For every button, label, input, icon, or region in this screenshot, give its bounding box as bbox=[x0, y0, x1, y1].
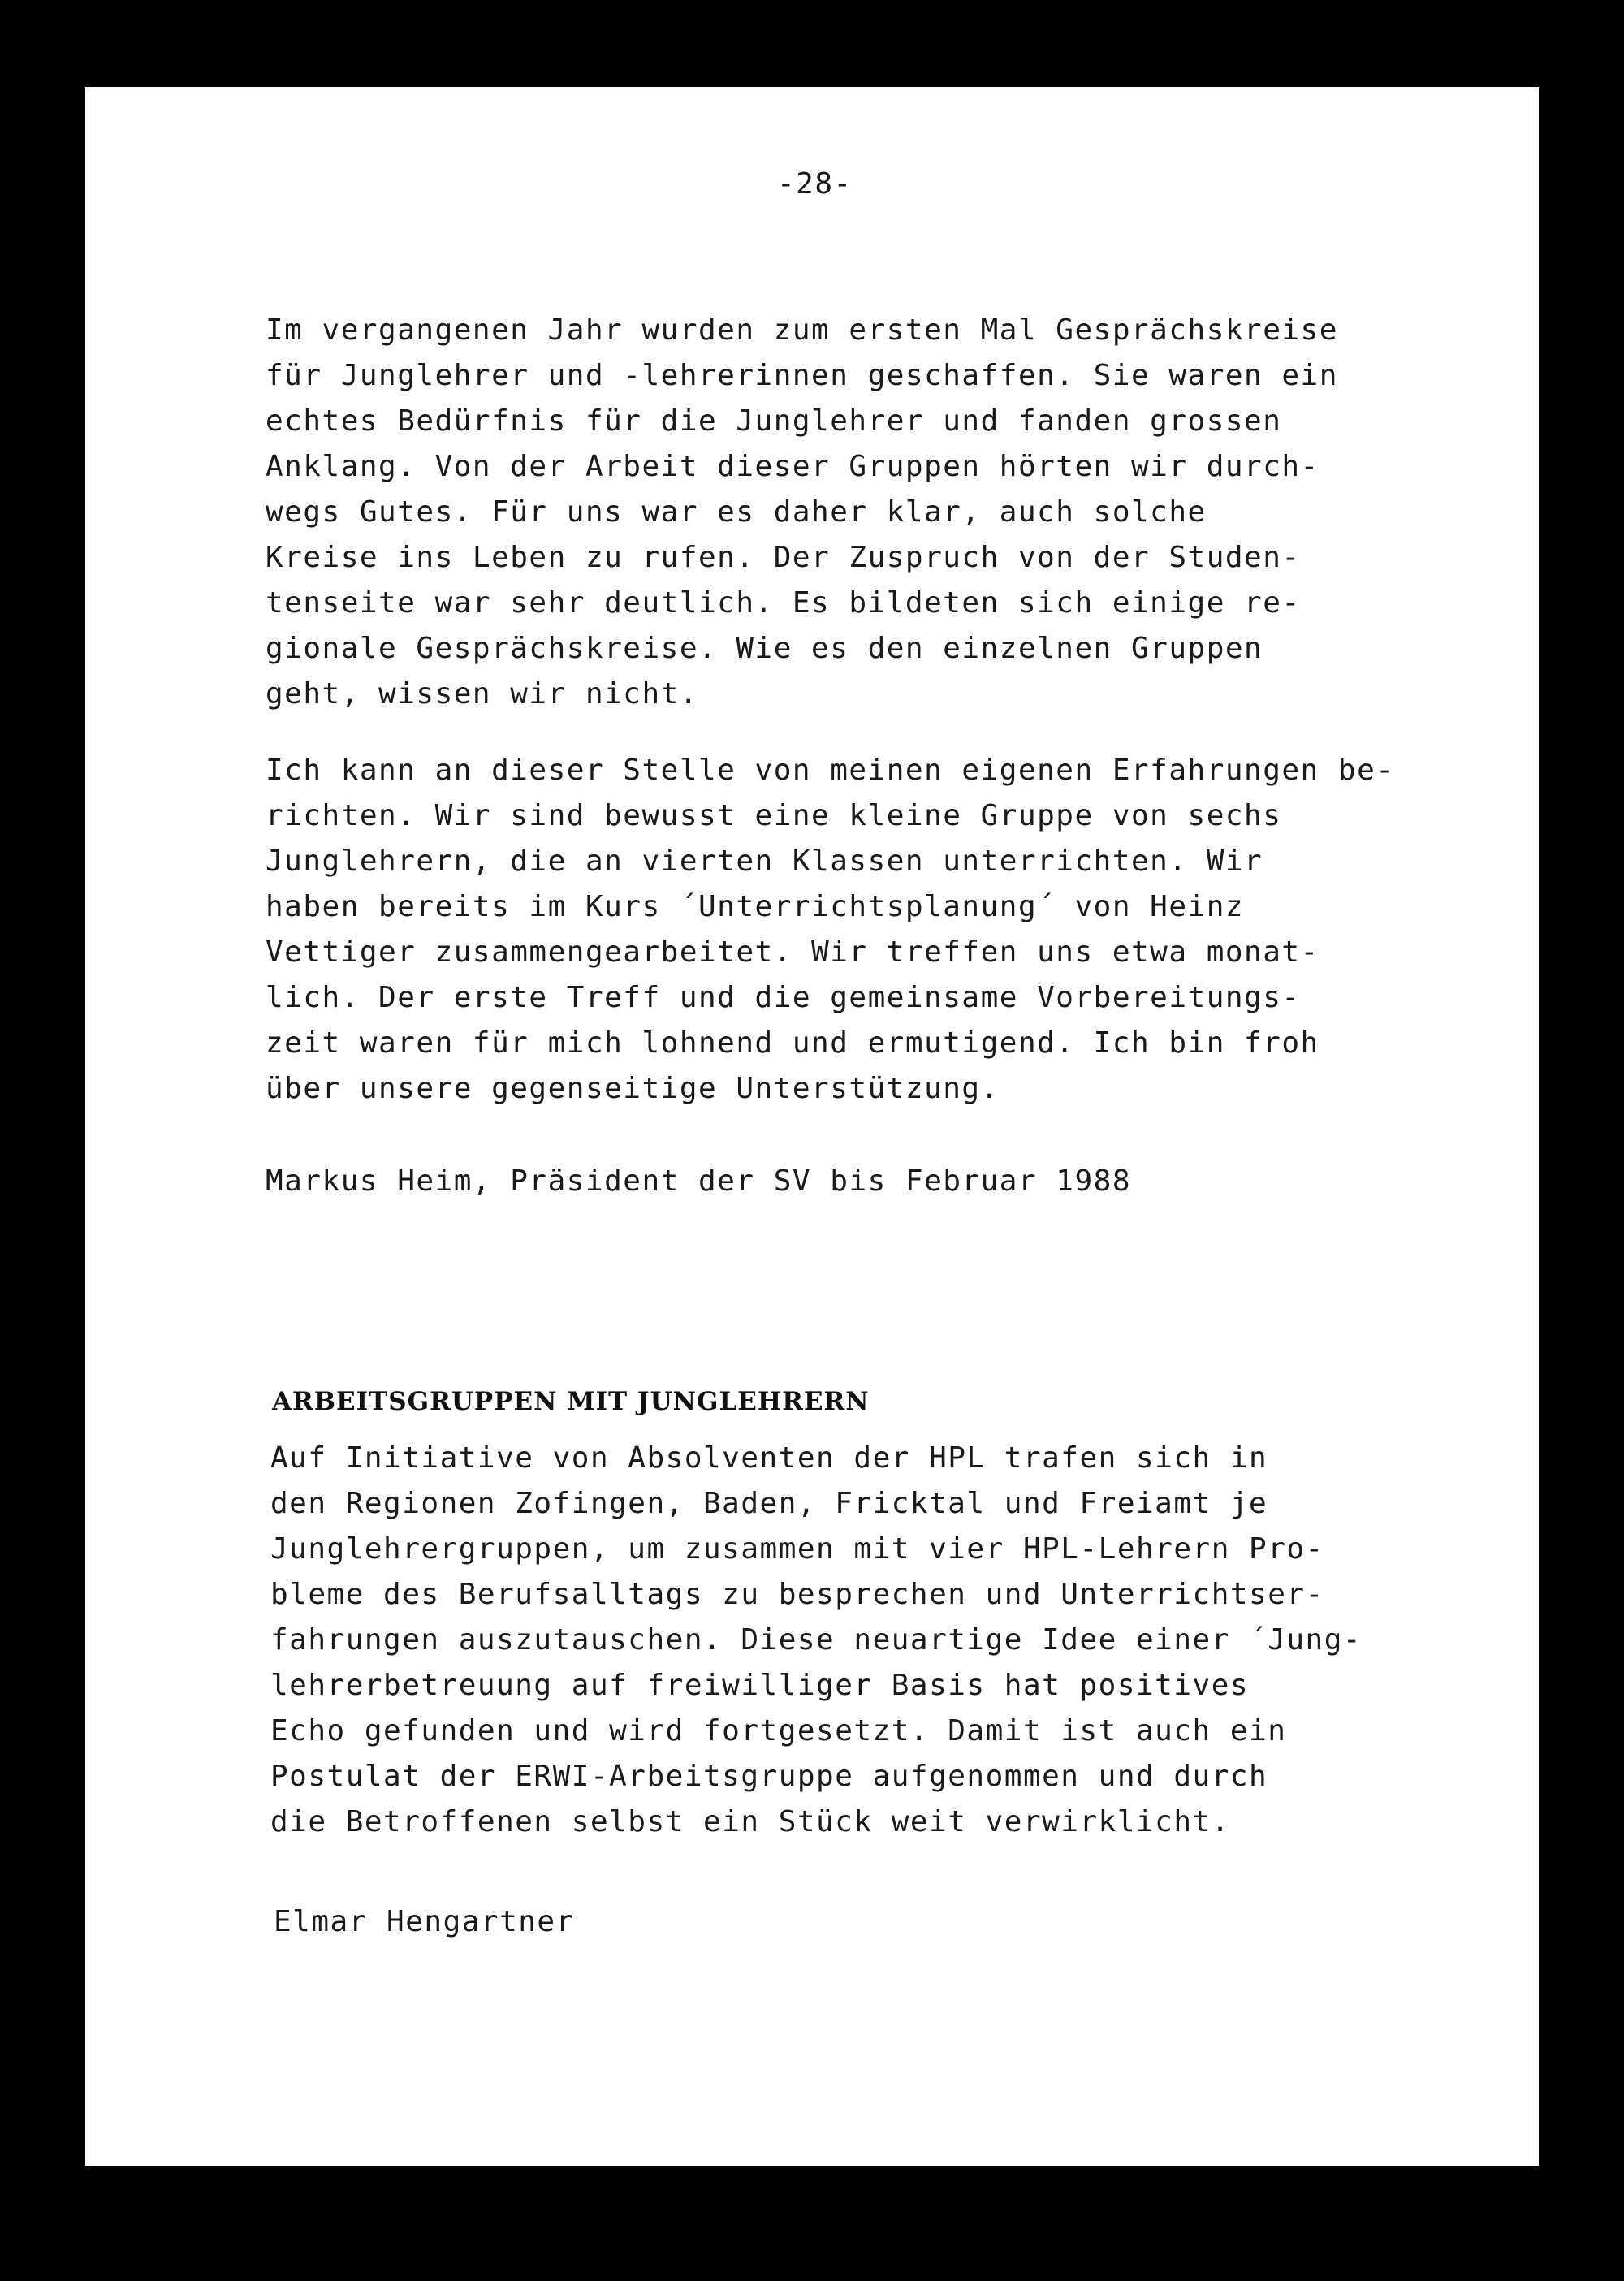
author-signature: Markus Heim, Präsident der SV bis Februar 1988 bbox=[266, 1164, 1131, 1198]
text-line: tenseite war sehr deutlich. Es bildeten sich einige re- bbox=[266, 586, 1301, 620]
text-line: Ich kann an dieser Stelle von meinen eigenen Erfahrungen be- bbox=[266, 754, 1395, 787]
text-line: Kreise ins Leben zu rufen. Der Zuspruch von der Studen- bbox=[266, 541, 1301, 574]
text-line: Vettiger zusammengearbeitet. Wir treffen uns etwa monat- bbox=[266, 935, 1320, 969]
text-line: gionale Gesprächskreise. Wie es den einzelnen Gruppen bbox=[266, 632, 1263, 665]
text-line: haben bereits im Kurs ´Unterrichtsplanung´ von Heinz bbox=[266, 890, 1245, 923]
text-line: den Regionen Zofingen, Baden, Fricktal und Freiamt je bbox=[270, 1487, 1268, 1520]
text-line: Im vergangenen Jahr wurden zum ersten Mal Gesprächskreise bbox=[266, 313, 1338, 347]
text-line: zeit waren für mich lohnend und ermutigend. Ich bin froh bbox=[266, 1026, 1320, 1060]
text-line: Auf Initiative von Absolventen der HPL trafen sich in bbox=[270, 1441, 1268, 1475]
text-line: fahrungen auszutauschen. Diese neuartige Idee einer ´Jung- bbox=[270, 1623, 1363, 1657]
text-line: lich. Der erste Treff und die gemeinsame Vorbereitungs- bbox=[266, 981, 1301, 1014]
text-line: Junglehrergruppen, um zusammen mit vier HPL-Lehrern Pro- bbox=[270, 1532, 1324, 1566]
text-line: Postulat der ERWI-Arbeitsgruppe aufgenommen und durch bbox=[270, 1760, 1268, 1793]
text-line: Junglehrern, die an vierten Klassen unterrichten. Wir bbox=[266, 845, 1263, 878]
text-line: über unsere gegenseitige Unterstützung. bbox=[266, 1072, 1000, 1105]
author-signature: Elmar Hengartner bbox=[274, 1905, 575, 1938]
text-line: wegs Gutes. Für uns war es daher klar, auch solche bbox=[266, 495, 1207, 529]
page-number: -28- bbox=[777, 167, 853, 201]
text-line: lehrerbetreuung auf freiwilliger Basis hat positives bbox=[270, 1669, 1250, 1702]
text-line: richten. Wir sind bewusst eine kleine Gruppe von sechs bbox=[266, 799, 1282, 832]
text-line: bleme des Berufsalltags zu besprechen und Unterrichtser- bbox=[270, 1578, 1324, 1611]
text-line: echtes Bedürfnis für die Junglehrer und fanden grossen bbox=[266, 404, 1282, 438]
text-line: Echo gefunden und wird fortgesetzt. Damit ist auch ein bbox=[270, 1714, 1287, 1747]
document-page bbox=[85, 87, 1539, 2166]
text-line: geht, wissen wir nicht. bbox=[266, 677, 698, 711]
section-heading: ARBEITSGRUPPEN MIT JUNGLEHRERN bbox=[272, 1387, 870, 1416]
text-line: Anklang. Von der Arbeit dieser Gruppen hörten wir durch- bbox=[266, 450, 1320, 483]
text-line: die Betroffenen selbst ein Stück weit verwirklicht. bbox=[270, 1805, 1230, 1838]
text-line: für Junglehrer und -lehrerinnen geschaffen. Sie waren ein bbox=[266, 359, 1338, 392]
